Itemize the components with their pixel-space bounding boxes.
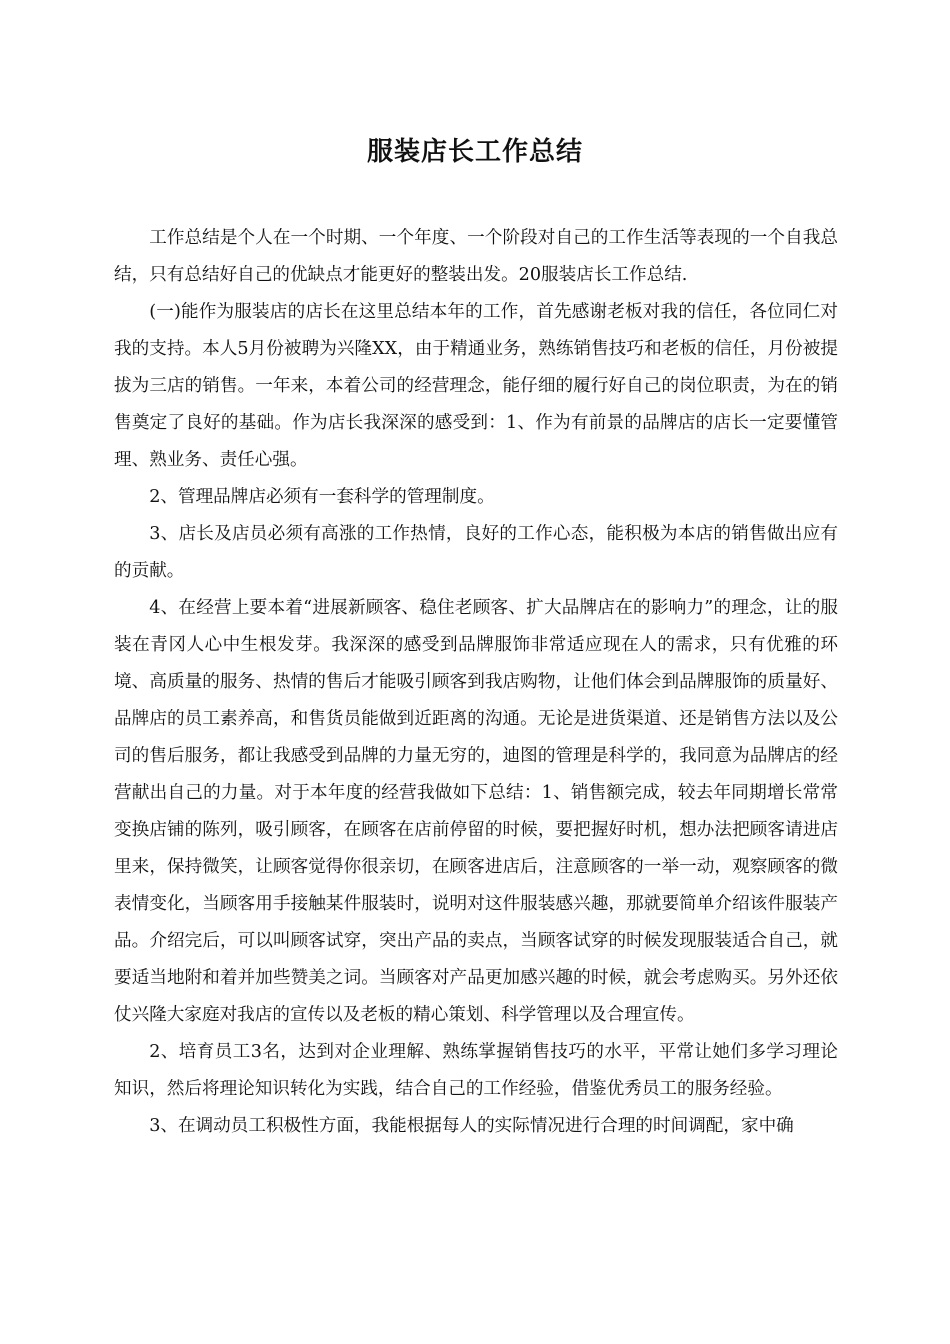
paragraph-intro: 工作总结是个人在一个时期、一个年度、一个阶段对自己的工作生活等表现的一个自我总结，只有总结好自己的优缺点才能更好的整装出发。20服装店长工作总结. [114, 228, 838, 285]
paragraph-point-3: 3、店长及店员必须有高涨的工作热情，良好的工作心态，能积极为本店的销售做出应有的贡献。 [114, 524, 838, 581]
paragraph-section-one: (一)能作为服装店的店长在这里总结本年的工作，首先感谢老板对我的信任，各位同仁对我的支持。本人5月份被聘为兴隆XX，由于精通业务，熟练销售技巧和老板的信任，月份被提拔为三店的销售。一年来，本着公司的经营理念，能仔细的履行好自己的岗位职责，为在的销售奠定了良好的基础。作为店长我深深的感受到：1、作为有前景的品牌店的店长一定要懂管理、熟业务、责任心强。 [114, 302, 838, 470]
paragraph-staff-motivation: 3、在调动员工积极性方面，我能根据每人的实际情况进行合理的时间调配，家中确 [149, 1116, 794, 1136]
paragraph-point-4: 4、在经营上要本着“进展新顾客、稳住老顾客、扩大品牌店在的影响力”的理念，让的服装在青冈人心中生根发芽。我深深的感受到品牌服饰非常适应现在人的需求，只有优雅的环境、高质量的服务、热情的售后才能吸引顾客到我店购物，让他们体会到品牌服饰的质量好、品牌店的员工素养高，和售货员能做到近距离的沟通。无论是进货渠道、还是销售方法以及公司的售后服务，都让我感受到品牌的力量无穷的，迪图的管理是科学的，我同意为品牌店的经营献出自己的力量。对于本年度的经营我做如下总结：1、销售额完成，较去年同期增长常常变换店铺的陈列，吸引顾客，在顾客在店前停留的时候，要把握好时机，想办法把顾客请进店里来，保持微笑，让顾客觉得你很亲切，在顾客进店后，注意顾客的一举一动，观察顾客的微表情变化，当顾客用手接触某件服装时，说明对这件服装感兴趣，那就要简单介绍该件服装产品。介绍完后，可以叫顾客试穿，突出产品的卖点，当顾客试穿的时候发现服装适合自己，就要适当地附和着并加些赞美之词。当顾客对产品更加感兴趣的时候，就会考虑购买。另外还依仗兴隆大家庭对我店的宣传以及老板的精心策划、科学管理以及合理宣传。 [114, 598, 838, 1025]
paragraph-staff-training: 2、培育员工3名，达到对企业理解、熟练掌握销售技巧的水平，平常让她们多学习理论知识，然后将理论知识转化为实践，结合自己的工作经验，借鉴优秀员工的服务经验。 [114, 1042, 838, 1099]
document-title: 服装店长工作总结 [366, 137, 583, 167]
document-body [114, 220, 838, 1145]
paragraph-point-2: 2、管理品牌店必须有一套科学的管理制度。 [149, 487, 495, 507]
